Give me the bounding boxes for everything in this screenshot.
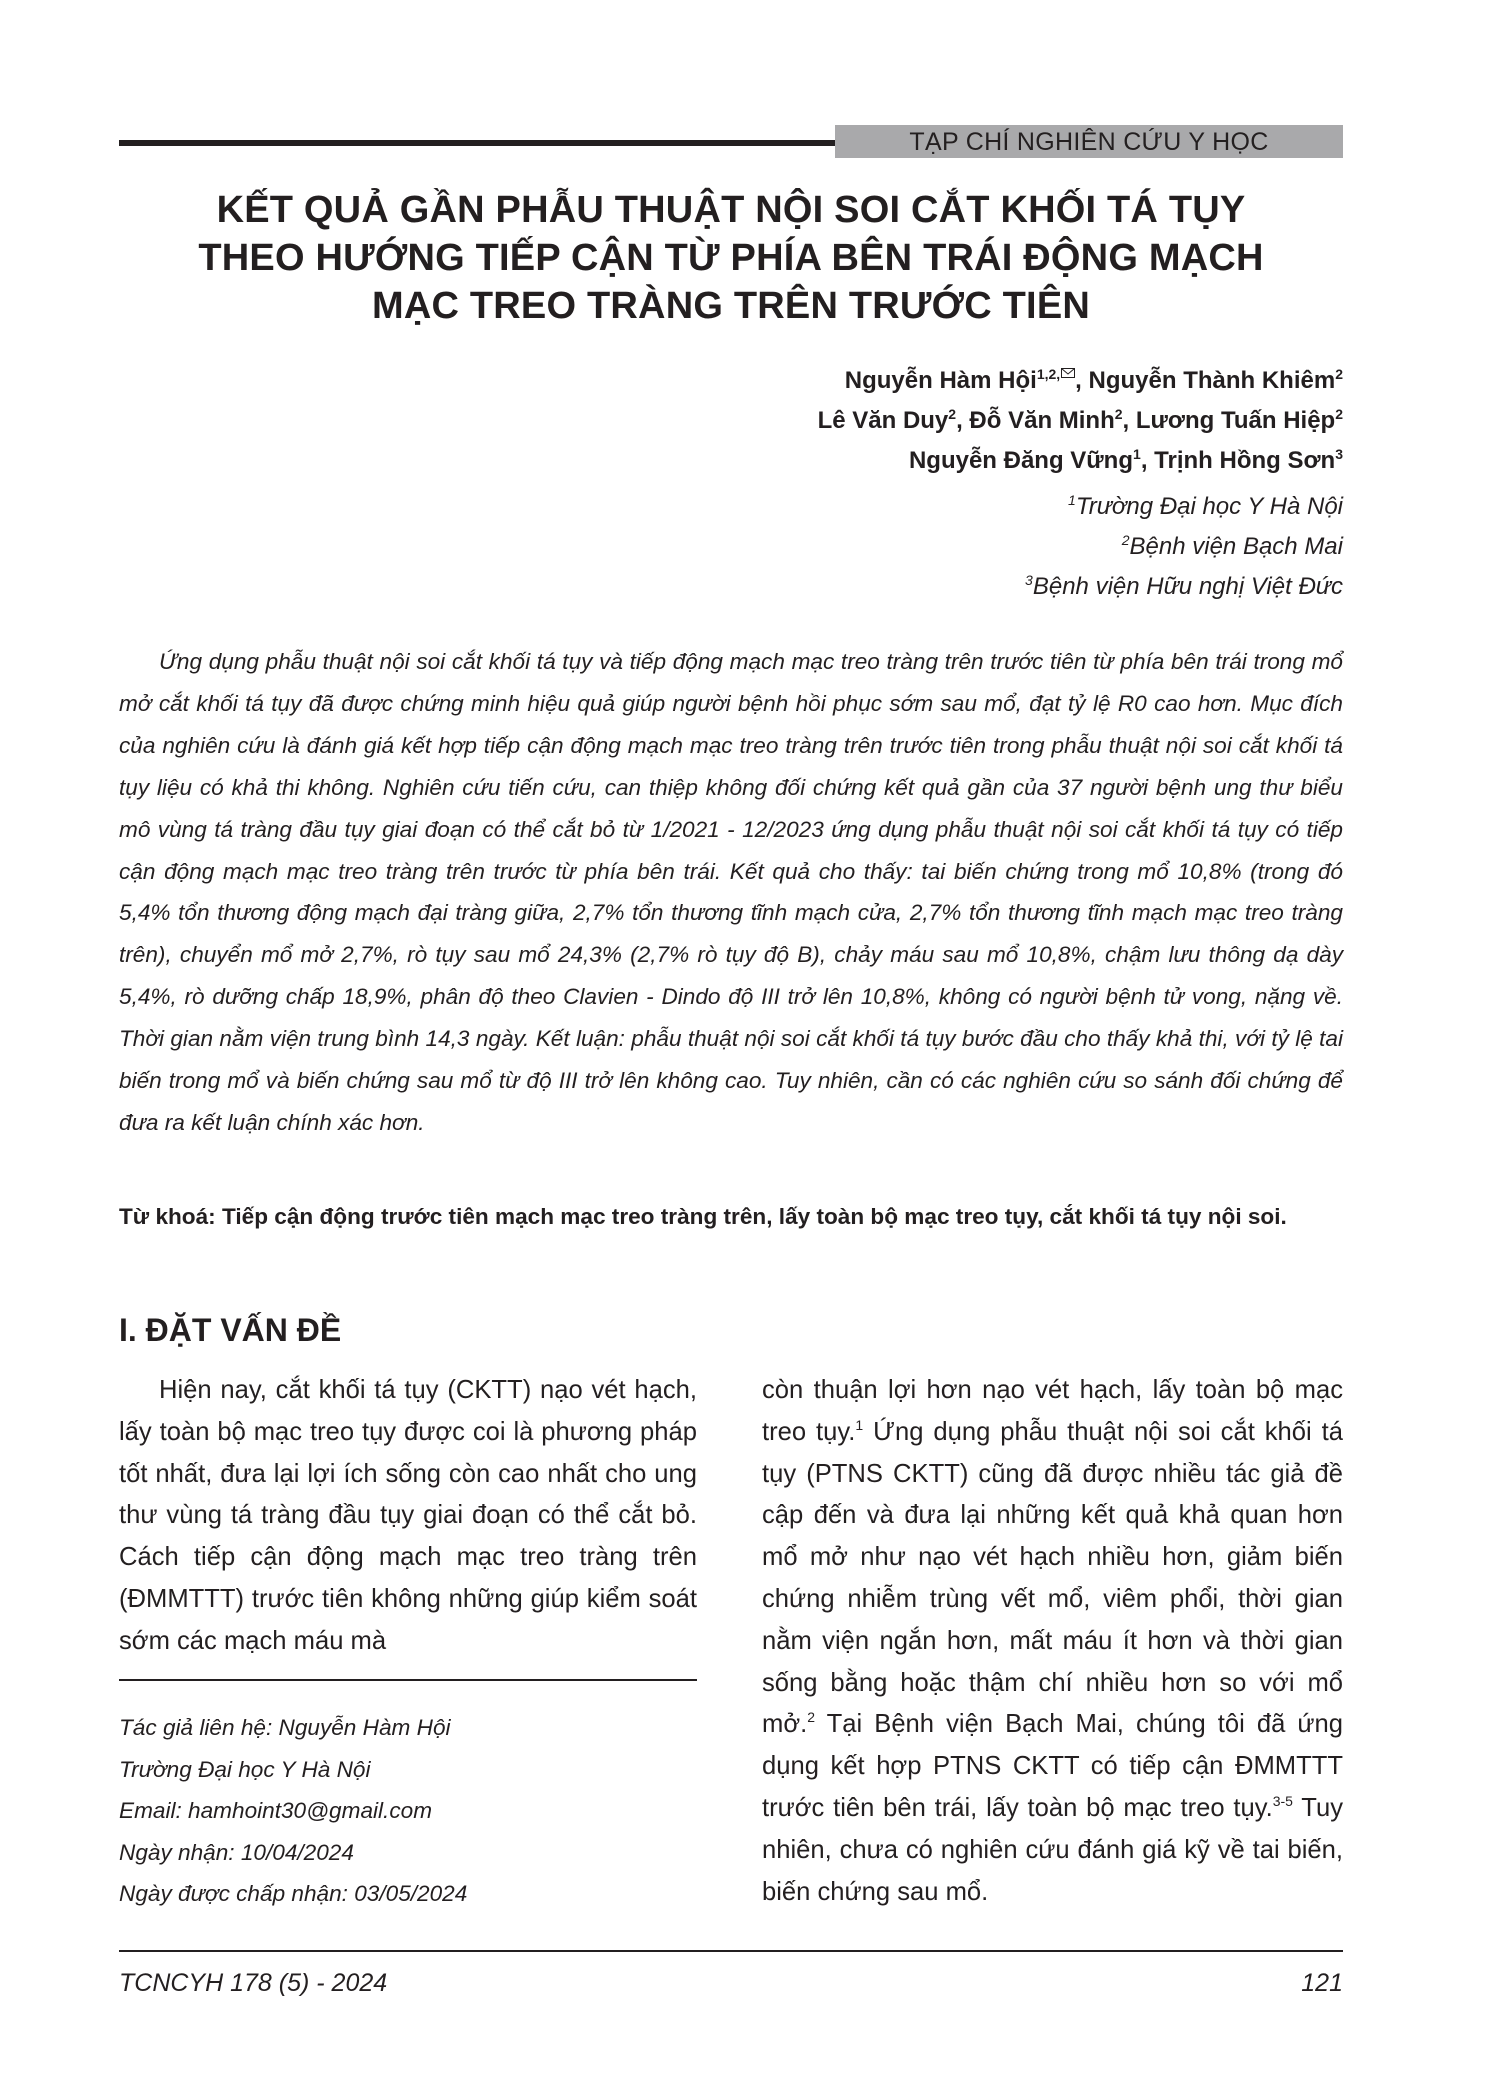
- author-name: Trịnh Hồng Sơn: [1154, 447, 1336, 474]
- affiliation-2: $^2$Bệnh viện Bạch Mai: [1121, 532, 1343, 560]
- date-accepted: Ngày được chấp nhận: 03/05/2024: [119, 1881, 468, 1906]
- abstract: Ứng dụng phẫu thuật nội soi cắt khối tá tụy và tiếp động mạch mạc treo tràng trên trước tiên từ phía bên trái trong mổ mở cắt khối tá tụy đã được chứng minh hiệu quả giúp người bệnh hồi phục sớm sau mổ, đạt tỷ lệ R0 cao hơn. Mục đích của nghiên cứu là đánh giá kết hợp tiếp cận động mạch mạc treo tràng trên trước tiên trong phẫu thuật nội soi cắt khối tá tụy liệu có khả thi không. Nghiên cứu tiến cứu, can thiệp không đối chứng kết quả gần của 37 người bệnh ung thư biểu mô vùng tá tràng đầu tụy giai đoạn có thể cắt bỏ từ 1/2021 - 12/2023 ứng dụng phẫu thuật nội soi cắt khối tá tụy có tiếp cận động mạch mạc treo tràng trên trước từ phía bên trái. Kết quả cho thấy: tai biến chứng trong mổ 10,8% (trong đó 5,4% tổn thương động mạch đại tràng giữa, 2,7% tổn thương tĩnh mạch cửa, 2,7% tổn thương tĩnh mạch mạc treo tràng trên), chuyển mổ mở 2,7%, rò tụy sau mổ 24,3% (2,7% rò tụy độ B), chảy máu sau mổ 10,8%, chậm lưu thông dạ dày 5,4%, rò dưỡng chấp 18,9%, phân độ theo Clavien - Dindo độ III trở lên 10,8%, không có người bệnh tử vong, nặng về. Thời gian nằm viện trung bình 14,3 ngày. Kết luận: phẫu thuật nội soi cắt khối tá tụy bước đầu cho thấy khả thi, với tỷ lệ tai biến trong mổ và biến chứng sau mổ từ độ III trở lên không cao. Tuy nhiên, cần có các nghiên cứu so sánh đối chứng để đưa ra kết luận chính xác hơn.: [119, 649, 1343, 1135]
- body-column-right: còn thuận lợi hơn nạo vét hạch, lấy toàn bộ mạc treo tụy.$^1$ Ứng dụng phẫu thuật nội soi cắt khối tá tụy (PTNS CKTT) cũng đã được nhiều tác giả đề cập đến và đưa lại những kết quả khả quan hơn mổ mở như nạo vét hạch nhiều hơn, giảm biến chứng nhiễm trùng vết mổ, viêm phổi, thời gian nằm viện ngắn hơn, mất máu ít hơn và thời gian sống bằng hoặc thậm chí nhiều hơn so với mổ mở.$^2$ Tại Bệnh viện Bạch Mai, chúng tôi đã ứng dụng kết hợp PTNS CKTT có tiếp cận ĐMMTTT trước tiên bên trái, lấy toàn bộ mạc treo tụy.$^{3-5}$ Tuy nhiên, chưa có nghiên cứu đánh giá kỹ về tai biến, biến chứng sau mổ.: [762, 1376, 1343, 1906]
- date-received: Ngày nhận: 10/04/2024: [119, 1839, 354, 1865]
- footer-citation: TCNCYH 178 (5) - 2024: [119, 1969, 388, 1997]
- author-name: Nguyễn Hàm Hội: [844, 367, 1037, 394]
- footer-rule: [119, 1950, 1343, 1952]
- author-name: Nguyễn Thành Khiêm: [1088, 367, 1336, 394]
- corresponding-author: Tác giả liên hệ: Nguyễn Hàm Hội: [119, 1715, 451, 1740]
- affiliation-list: [1025, 487, 1343, 607]
- affiliation-1: $^1$Trường Đại học Y Hà Nội: [1068, 492, 1343, 520]
- footnote-rule: [119, 1679, 697, 1681]
- article-title: [119, 186, 1343, 330]
- title-line-3: MẠC TREO TRÀNG TRÊN TRƯỚC TIÊN: [371, 285, 1091, 327]
- journal-header: TẠP CHÍ NGHIÊN CỨU Y HỌC: [835, 125, 1343, 158]
- author-name: Đỗ Văn Minh: [969, 407, 1115, 434]
- corresponding-email: Email: hamhoint30@gmail.com: [119, 1798, 433, 1823]
- author-name: Lê Văn Duy: [817, 407, 949, 434]
- corresponding-institution: Trường Đại học Y Hà Nội: [119, 1756, 371, 1782]
- citation-ref: 3-5: [1272, 1792, 1293, 1809]
- header-rule: [119, 140, 841, 146]
- author-sup: 2: [1114, 406, 1123, 422]
- envelope-icon: [1061, 368, 1075, 378]
- author-sup: 2: [948, 406, 957, 422]
- body-column-left: Hiện nay, cắt khối tá tụy (CKTT) nạo vét hạch, lấy toàn bộ mạc treo tụy được coi là phương pháp tốt nhất, đưa lại lợi ích sống còn cao nhất cho ung thư vùng tá tràng đầu tụy giai đoạn có thể cắt bỏ. Cách tiếp cận động mạch mạc treo tràng trên (ĐMMTTT) trước tiên không những giúp kiểm soát sớm các mạch máu mà: [119, 1376, 697, 1655]
- page-number: 121: [1301, 1969, 1343, 1997]
- author-list: [818, 361, 1343, 481]
- author-sup: 2: [1335, 406, 1343, 422]
- author-line-2: Lê Văn Duy$^2$, Đỗ Văn Minh$^2$, Lương Tuấn Hiệp$^2$: [817, 406, 1343, 434]
- title-line-1: KẾT QUẢ GẦN PHẪU THUẬT NỘI SOI CẮT KHỐI TÁ TỤY: [216, 189, 1246, 231]
- citation-ref: 1: [855, 1416, 864, 1433]
- section-heading: I. ĐẶT VẤN ĐỀ: [119, 1312, 342, 1348]
- keywords: Từ khoá: Tiếp cận động trước tiên mạch mạc treo tràng trên, lấy toàn bộ mạc treo tụy, cắt khối tá tụy nội soi.: [119, 1204, 1287, 1229]
- author-sup: 1: [1133, 446, 1141, 462]
- author-sup: 2: [1335, 366, 1343, 382]
- author-sup: 1,2,: [1036, 366, 1061, 382]
- author-sup: 3: [1335, 446, 1343, 462]
- author-line-1: Nguyễn Hàm Hội$^{1,2,}$ , Nguyễn Thành Khiêm$^2$: [844, 366, 1343, 394]
- citation-ref: 2: [807, 1709, 816, 1726]
- author-name: Lương Tuấn Hiệp: [1135, 407, 1336, 434]
- author-name: Nguyễn Đăng Vững: [908, 447, 1134, 474]
- correspondence-footnote: [119, 1707, 697, 1915]
- author-line-3: Nguyễn Đăng Vững$^1$, Trịnh Hồng Sơn$^3$: [908, 446, 1343, 474]
- affiliation-3: $^3$Bệnh viện Hữu nghị Việt Đức: [1025, 572, 1343, 600]
- title-line-2: THEO HƯỚNG TIẾP CẬN TỪ PHÍA BÊN TRÁI ĐỘNG MẠCH: [198, 237, 1264, 279]
